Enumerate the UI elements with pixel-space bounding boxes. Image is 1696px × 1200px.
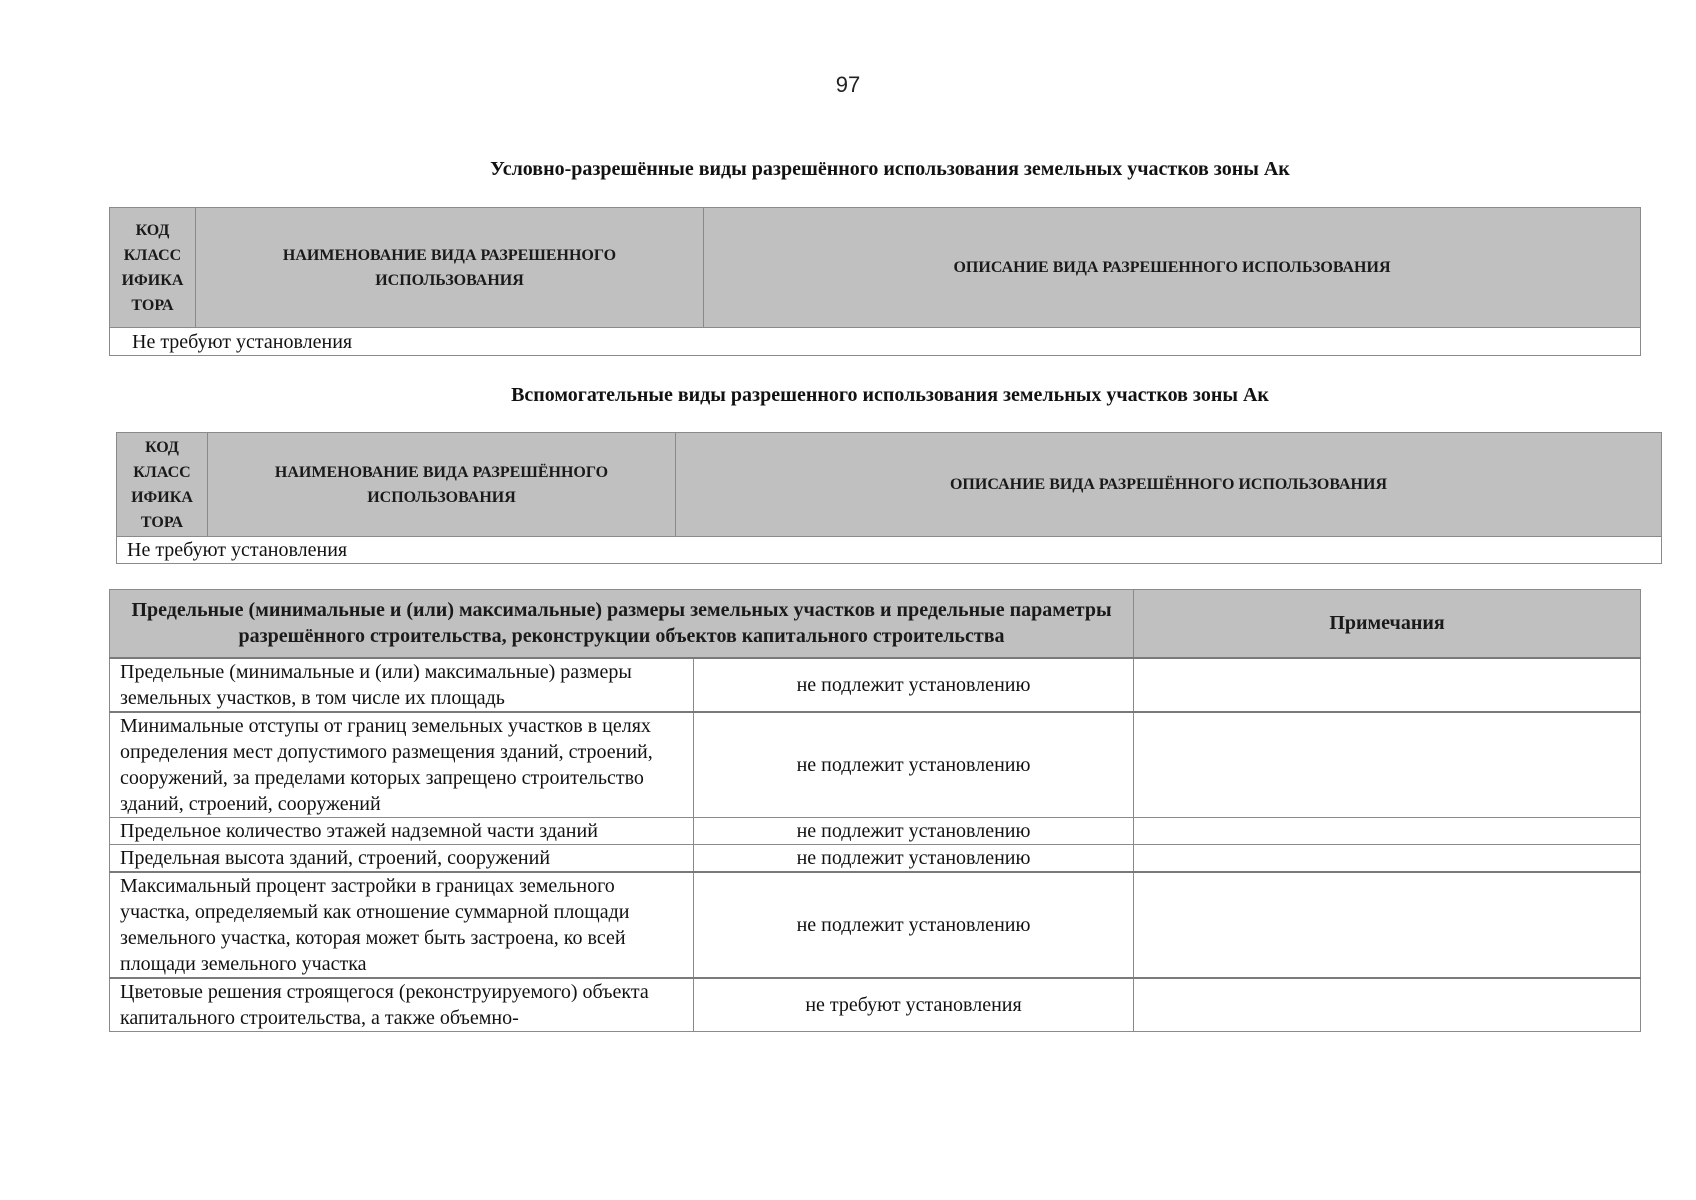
note-cell bbox=[1134, 712, 1641, 818]
header-description: ОПИСАНИЕ ВИДА РАЗРЕШЕННОГО ИСПОЛЬЗОВАНИЯ bbox=[704, 208, 1641, 328]
conditional-uses-table bbox=[109, 207, 1641, 356]
table-row bbox=[110, 712, 1641, 818]
conditional-uses-title: Условно-разрешённые виды разрешённого использования земельных участков зоны Ак bbox=[490, 158, 1290, 180]
header-code: КОД КЛАСС ИФИКА ТОРА bbox=[117, 433, 208, 537]
note-cell bbox=[1134, 872, 1641, 978]
value-cell: не подлежит установлению bbox=[694, 658, 1134, 712]
auxiliary-uses-table bbox=[116, 432, 1662, 564]
table-row bbox=[110, 658, 1641, 712]
header-code: КОД КЛАСС ИФИКА ТОРА bbox=[110, 208, 196, 328]
note-cell bbox=[1134, 978, 1641, 1032]
parameter-cell: Максимальный процент застройки в границах земельного участка, определяемый как отношение суммарной площади земельного участка, которая может быть застроена, ко всей площади земельного участка bbox=[110, 872, 694, 978]
parameter-cell: Минимальные отступы от границ земельных участков в целях определения мест допустимого размещения зданий, строений, сооружений, за пределами которых запрещено строительство зданий, строений, сооружений bbox=[110, 712, 694, 818]
limits-table bbox=[109, 589, 1641, 1032]
header-limits: Предельные (минимальные и (или) максимальные) размеры земельных участков и предельные параметры разрешённого строительства, реконструкции объектов капитального строительства bbox=[110, 590, 1134, 658]
auxiliary-uses-title: Вспомогательные виды разрешенного использования земельных участков зоны Ак bbox=[511, 384, 1269, 406]
not-required-text: Не требуют установления bbox=[117, 537, 1662, 564]
header-name: НАИМЕНОВАНИЕ ВИДА РАЗРЕШЕННОГО ИСПОЛЬЗОВАНИЯ bbox=[196, 208, 704, 328]
value-cell: не подлежит установлению bbox=[694, 844, 1134, 872]
table-header-row bbox=[110, 208, 1641, 328]
table-row bbox=[117, 537, 1662, 564]
note-cell bbox=[1134, 817, 1641, 844]
parameter-cell: Предельная высота зданий, строений, сооружений bbox=[110, 844, 694, 872]
parameter-cell: Предельные (минимальные и (или) максимальные) размеры земельных участков, в том числе их площадь bbox=[110, 658, 694, 712]
value-cell: не требуют установления bbox=[694, 978, 1134, 1032]
table-header-row bbox=[110, 590, 1641, 658]
table-row bbox=[110, 844, 1641, 872]
note-cell bbox=[1134, 844, 1641, 872]
value-cell: не подлежит установлению bbox=[694, 872, 1134, 978]
value-cell: не подлежит установлению bbox=[694, 817, 1134, 844]
table-row bbox=[110, 872, 1641, 978]
table-row bbox=[110, 328, 1641, 356]
header-notes: Примечания bbox=[1134, 590, 1641, 658]
header-name: НАИМЕНОВАНИЕ ВИДА РАЗРЕШЁННОГО ИСПОЛЬЗОВАНИЯ bbox=[208, 433, 676, 537]
note-cell bbox=[1134, 658, 1641, 712]
page-number: 97 bbox=[835, 72, 861, 97]
parameter-cell: Предельное количество этажей надземной части зданий bbox=[110, 817, 694, 844]
table-row bbox=[110, 978, 1641, 1032]
not-required-text: Не требуют установления bbox=[110, 328, 1641, 356]
value-cell: не подлежит установлению bbox=[694, 712, 1134, 818]
table-row bbox=[110, 817, 1641, 844]
parameter-cell: Цветовые решения строящегося (реконструируемого) объекта капитального строительства, а также объемно- bbox=[110, 978, 694, 1032]
table-header-row bbox=[117, 433, 1662, 537]
header-description: ОПИСАНИЕ ВИДА РАЗРЕШЁННОГО ИСПОЛЬЗОВАНИЯ bbox=[676, 433, 1662, 537]
